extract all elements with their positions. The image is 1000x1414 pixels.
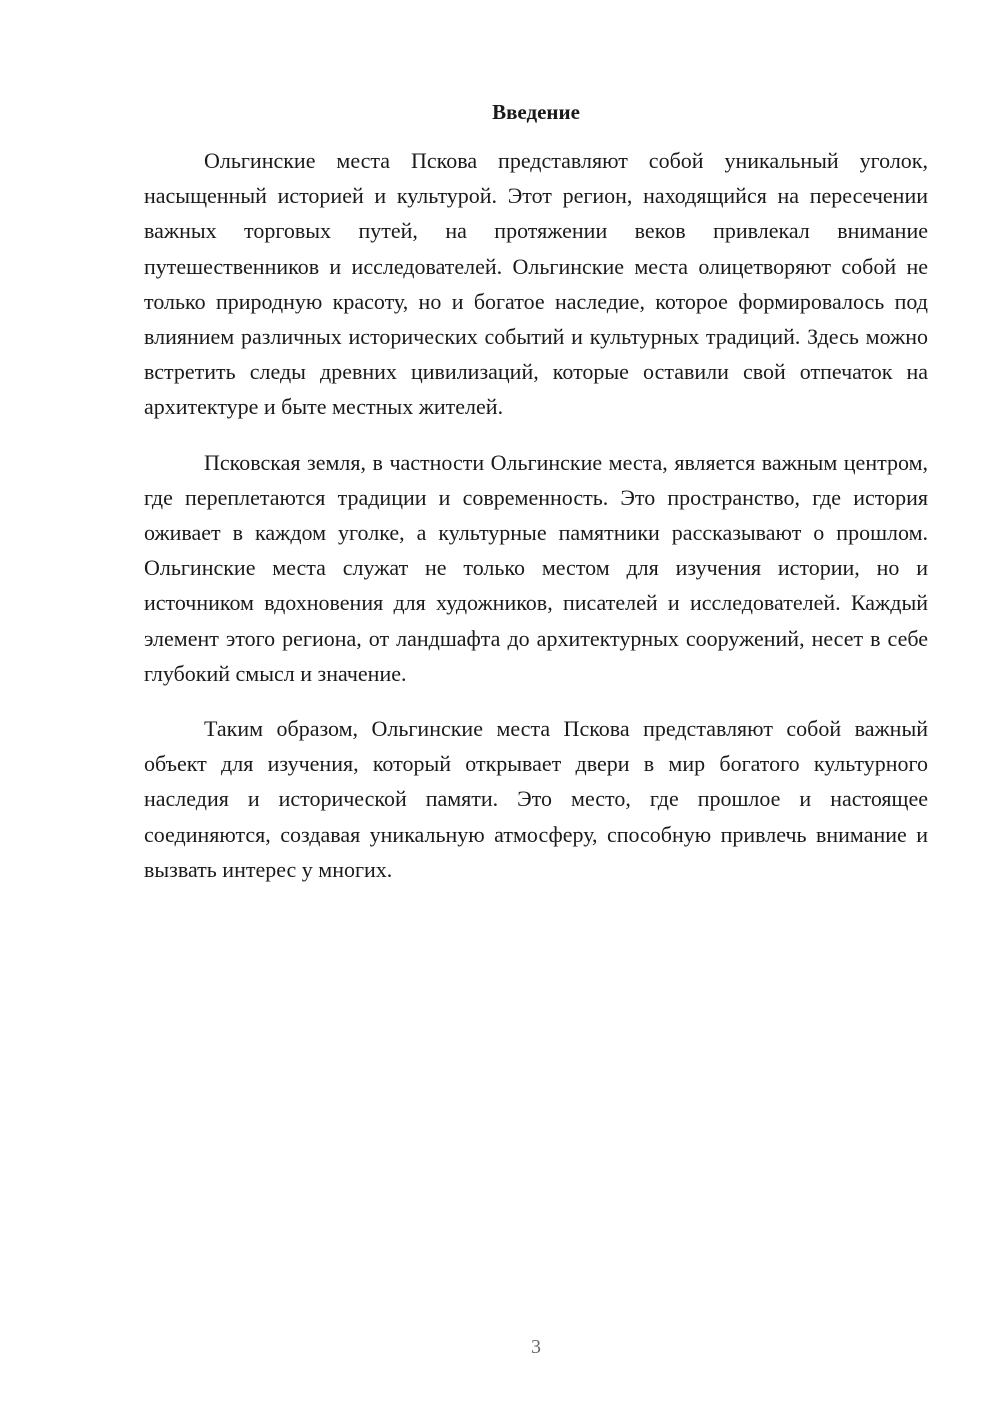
paragraph-3: Таким образом, Ольгинские места Пскова представляют собой важный объект для изучения, который открывает двери в мир богатого культурного наследия и исторической памяти. Это место, где прошлое и настоящее соединяются, создавая уникальную атмосферу, способную привлечь внимание и вызвать интерес у многих. <box>144 716 928 882</box>
paragraph-2: Псковская земля, в частности Ольгинские места, является важным центром, где переплетаются традиции и современность. Это пространство, где история оживает в каждом уголке, а культурные памятники рассказывают о прошлом. Ольгинские места служат не только местом для изучения истории, но и источником вдохновения для художников, писателей и исследователей. Каждый элемент этого региона, от ландшафта до архитектурных сооружений, несет в себе глубокий смысл и значение. <box>144 449 928 686</box>
page-number: 3 <box>531 1336 541 1358</box>
paragraph-1: Ольгинские места Пскова представляют собой уникальный уголок, насыщенный историей и культурой. Этот регион, находящийся на пересечении важных торговых путей, на протяжении веков привлекал внимание путешественников и исследователей. Ольгинские места олицетворяют собой не только природную красоту, но и богатое наследие, которое формировалось под влиянием различных исторических событий и культурных традиций. Здесь можно встретить следы древних цивилизаций, которые оставили свой отпечаток на архитектуре и быте местных жителей. <box>144 148 928 420</box>
body-text <box>144 143 928 907</box>
section-title: Введение <box>492 100 580 124</box>
